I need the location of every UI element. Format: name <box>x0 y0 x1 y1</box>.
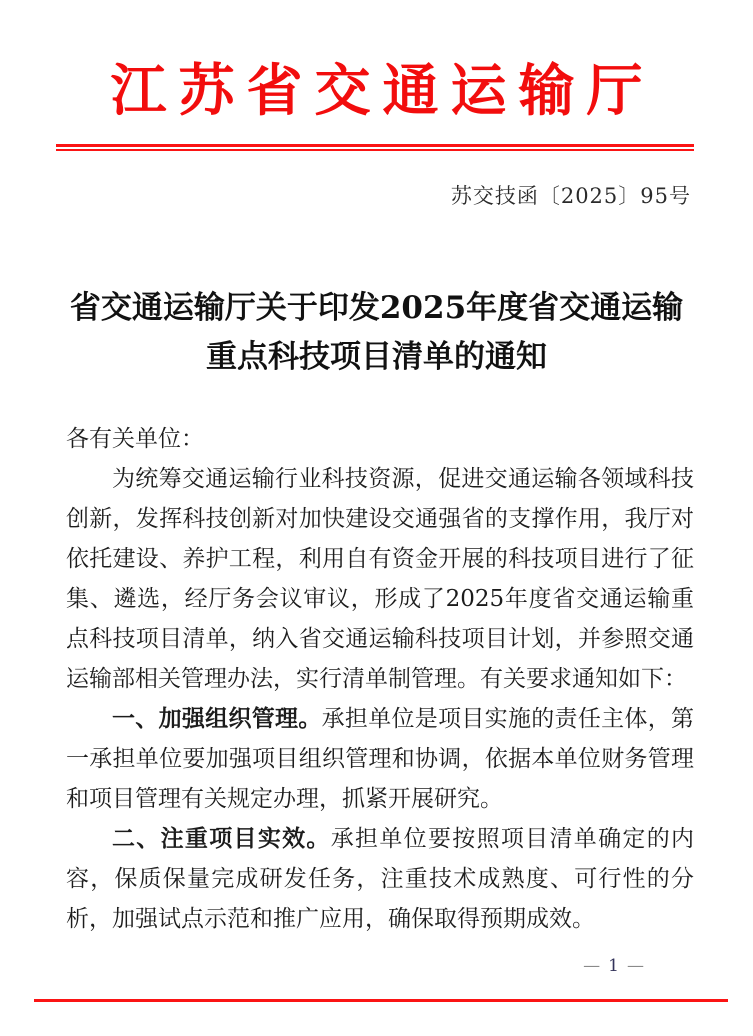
page-number-dash-right: — <box>627 956 646 976</box>
paragraph-item-2-lead: 二、注重项目实效。 <box>112 825 331 852</box>
paragraph-intro <box>66 459 694 699</box>
paragraph-item-2 <box>66 819 694 939</box>
letterhead-double-rule <box>56 144 694 151</box>
paragraph-item-1-lead: 一、加强组织管理。 <box>112 705 322 732</box>
paragraph-intro-text: 为统筹交通运输行业科技资源，促进交通运输各领域科技创新，发挥科技创新对加快建设交通强省的支撑作用，我厅对依托建设、养护工程，利用自有资金开展的科技项目进行了征集、遴选，经厅务会议审议，形成了2025年度省交通运输重点科技项目清单，纳入省交通运输科技项目计划，并参照交通运输部相关管理办法，实行清单制管理。有关要求通知如下： <box>66 466 694 692</box>
page-number-value: 1 <box>608 956 621 976</box>
letterhead-org-name: 江苏省交通运输厅 <box>110 58 655 124</box>
notice-title <box>0 284 753 382</box>
footer-rule <box>34 999 728 1002</box>
paragraph-item-1 <box>66 699 694 819</box>
notice-title-line-1: 省交通运输厅关于印发2025年度省交通运输 <box>69 290 684 326</box>
page-number <box>583 956 646 976</box>
paragraph-item-1-text: 承担单位是项目实施的责任主体，第一承担单位要加强项目组织管理和协调，依据本单位财务管理和项目管理有关规定办理，抓紧开展研究。 <box>66 706 695 812</box>
salutation: 各有关单位： <box>66 426 204 452</box>
document-number: 苏交技函〔2025〕95号 <box>450 184 691 208</box>
notice-body <box>66 419 694 939</box>
notice-title-line-2: 重点科技项目清单的通知 <box>206 339 547 375</box>
paragraph-item-2-text: 承担单位要按照项目清单确定的内容，保质保量完成研发任务，注重技术成熟度、可行性的分析，加强试点示范和推广应用，确保取得预期成效。 <box>66 826 695 932</box>
page-number-dash-left: — <box>583 956 603 976</box>
